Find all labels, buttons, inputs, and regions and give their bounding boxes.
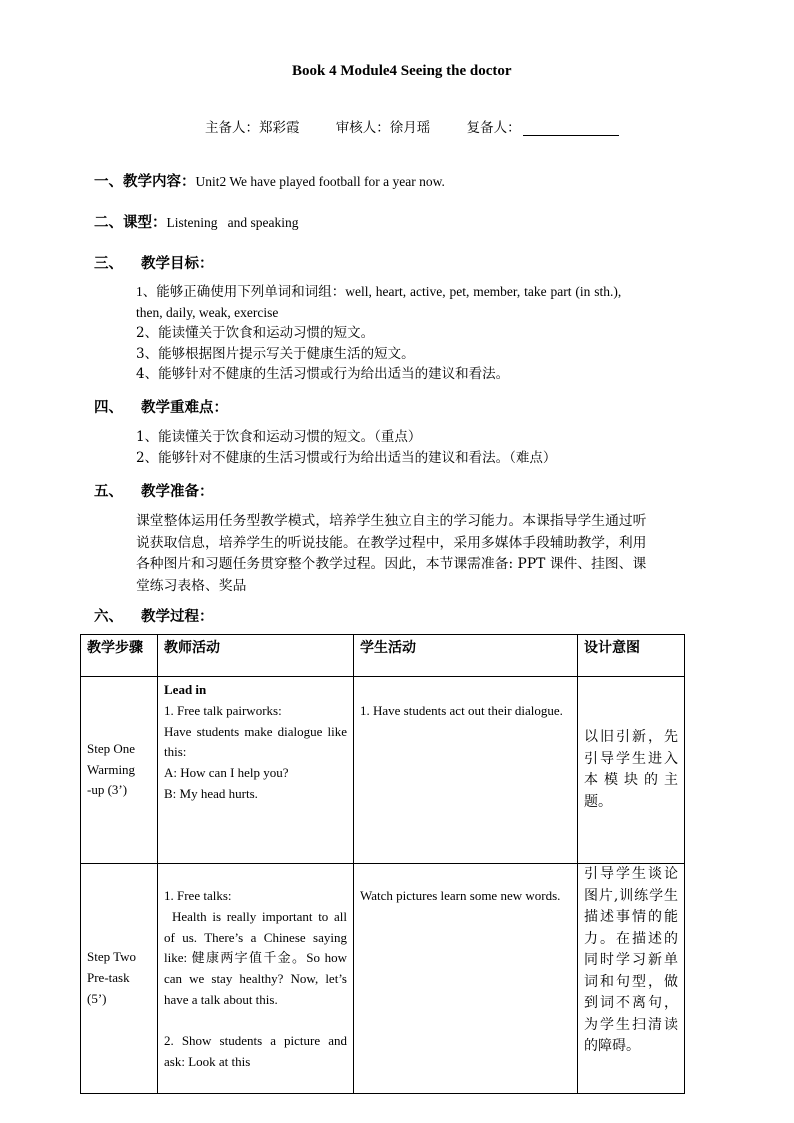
student-activity-text: 1. Have students act out their dialogue. bbox=[360, 703, 563, 718]
student-activity-cell bbox=[354, 677, 578, 864]
objective-item: 1、能够正确使用下列单词和词组：well, heart, active, pet, member, take part (in sth.), bbox=[136, 284, 622, 299]
co-preparer-blank bbox=[523, 121, 619, 136]
table-row bbox=[81, 864, 685, 1094]
student-activity-cell bbox=[354, 864, 578, 1094]
teacher-activity-title: Lead in bbox=[164, 682, 207, 697]
section-objectives-num: 三、 bbox=[94, 255, 123, 272]
table-header-row bbox=[81, 635, 685, 677]
co-preparer-label: 复备人： bbox=[466, 120, 521, 136]
section-process bbox=[94, 605, 214, 626]
teaching-process-table bbox=[80, 634, 685, 1094]
teacher-activity-line: B: My head hurts. bbox=[164, 785, 258, 801]
section-type-label: 课型： bbox=[123, 214, 167, 231]
step-line: -up (3’) bbox=[87, 782, 128, 798]
key-point-item: 2、能够针对不健康的生活习惯或行为给出适当的建议和看法。（难点） bbox=[136, 449, 557, 466]
teacher-activity-line: Have students make dialogue like this: bbox=[164, 723, 347, 760]
objective-item: 3、能够根据图片提示写关于健康生活的短文。 bbox=[136, 345, 415, 362]
teacher-activity-line: 1. Free talks: bbox=[164, 888, 232, 903]
preparation-text bbox=[136, 511, 721, 597]
section-preparation-num: 五、 bbox=[94, 483, 123, 500]
teacher-activity-line: 1. Free talk pairworks: bbox=[164, 702, 282, 718]
page-title: Book 4 Module4 Seeing the doctor bbox=[292, 63, 512, 79]
step-cell bbox=[81, 864, 158, 1094]
section-preparation bbox=[94, 480, 214, 501]
section-preparation-label: 教学准备： bbox=[141, 483, 214, 500]
objective-item: 2、能读懂关于饮食和运动习惯的短文。 bbox=[136, 325, 375, 341]
design-intent-text: 以旧引新，先引导学生进入本模块的主题。 bbox=[584, 729, 678, 810]
preparation-line: 说获取信息，培养学生的听说技能。在教学过程中，采用多媒体手段辅助教学，利用 bbox=[136, 534, 647, 551]
step-line: Step One bbox=[87, 740, 136, 756]
objective-item: then, daily, weak, exercise bbox=[136, 304, 279, 320]
step-line: Pre-task bbox=[87, 970, 130, 986]
preparation-line: 课堂整体运用任务型教学模式，培养学生独立自主的学习能力。本课指导学生通过听 bbox=[136, 513, 647, 529]
student-activity-text: Watch pictures learn some new words. bbox=[360, 888, 561, 903]
teacher-activity-line: 2. Show students a picture and ask: Look at this bbox=[164, 1032, 347, 1069]
key-point-item: 1、能读懂关于饮食和运动习惯的短文。（重点） bbox=[136, 429, 422, 445]
design-intent-text: 引导学生谈论图片,训练学生描述事情的能力。在描述的同时学习新单词和句型，做到词不离句，为学生扫清读的障碍。 bbox=[584, 866, 678, 1054]
teacher-activity-line: Health is really important to all of us. There’s a Chinese saying like: 健康两字值千金。So how can we stay healthy? Now, let’s have a talk about this. bbox=[164, 908, 347, 1007]
teacher-activity-cell bbox=[158, 677, 354, 864]
section-content-num: 一、 bbox=[94, 173, 123, 190]
section-content bbox=[94, 170, 445, 191]
preparation-line: 堂练习表格、奖品 bbox=[136, 577, 247, 594]
header-student: 学生活动 bbox=[354, 635, 578, 677]
section-process-label: 教学过程： bbox=[141, 608, 214, 625]
preparer-line bbox=[205, 116, 651, 136]
section-objectives-label: 教学目标： bbox=[141, 255, 214, 272]
design-intent-cell bbox=[578, 864, 685, 1094]
key-points-list bbox=[136, 427, 721, 468]
reviewer: 审核人：徐月瑶 bbox=[335, 120, 431, 136]
table-row bbox=[81, 677, 685, 864]
design-intent-cell bbox=[578, 677, 685, 864]
section-content-value: Unit2 We have played football for a year now. bbox=[195, 174, 445, 189]
teacher-activity-line: A: How can I help you? bbox=[164, 765, 289, 781]
step-line: Step Two bbox=[87, 949, 137, 965]
step-cell bbox=[81, 677, 158, 864]
preparation-line: 各种图片和习题任务贯穿整个教学过程。因此，本节课需准备: PPT 课件、挂图、课 bbox=[136, 556, 647, 572]
section-key-points-num: 四、 bbox=[94, 399, 123, 416]
header-intent: 设计意图 bbox=[578, 635, 685, 677]
section-content-label: 教学内容： bbox=[123, 173, 196, 190]
section-objectives bbox=[94, 252, 214, 273]
teacher-activity-cell bbox=[158, 864, 354, 1094]
section-key-points-label: 教学重难点： bbox=[141, 399, 228, 416]
header-teacher: 教师活动 bbox=[158, 635, 354, 677]
section-process-num: 六、 bbox=[94, 608, 123, 625]
step-line: (5’) bbox=[87, 990, 107, 1006]
step-line: Warming bbox=[87, 761, 136, 777]
objectives-list bbox=[136, 282, 721, 385]
objective-item: 4、能够针对不健康的生活习惯或行为给出适当的建议和看法。 bbox=[136, 366, 510, 382]
section-key-points bbox=[94, 396, 228, 417]
section-type-num: 二、 bbox=[94, 214, 123, 231]
chief-preparer: 主备人：郑彩霞 bbox=[205, 120, 300, 136]
section-type-value: Listening and speaking bbox=[166, 215, 299, 230]
header-step: 教学步骤 bbox=[81, 635, 158, 677]
section-type bbox=[94, 211, 298, 232]
